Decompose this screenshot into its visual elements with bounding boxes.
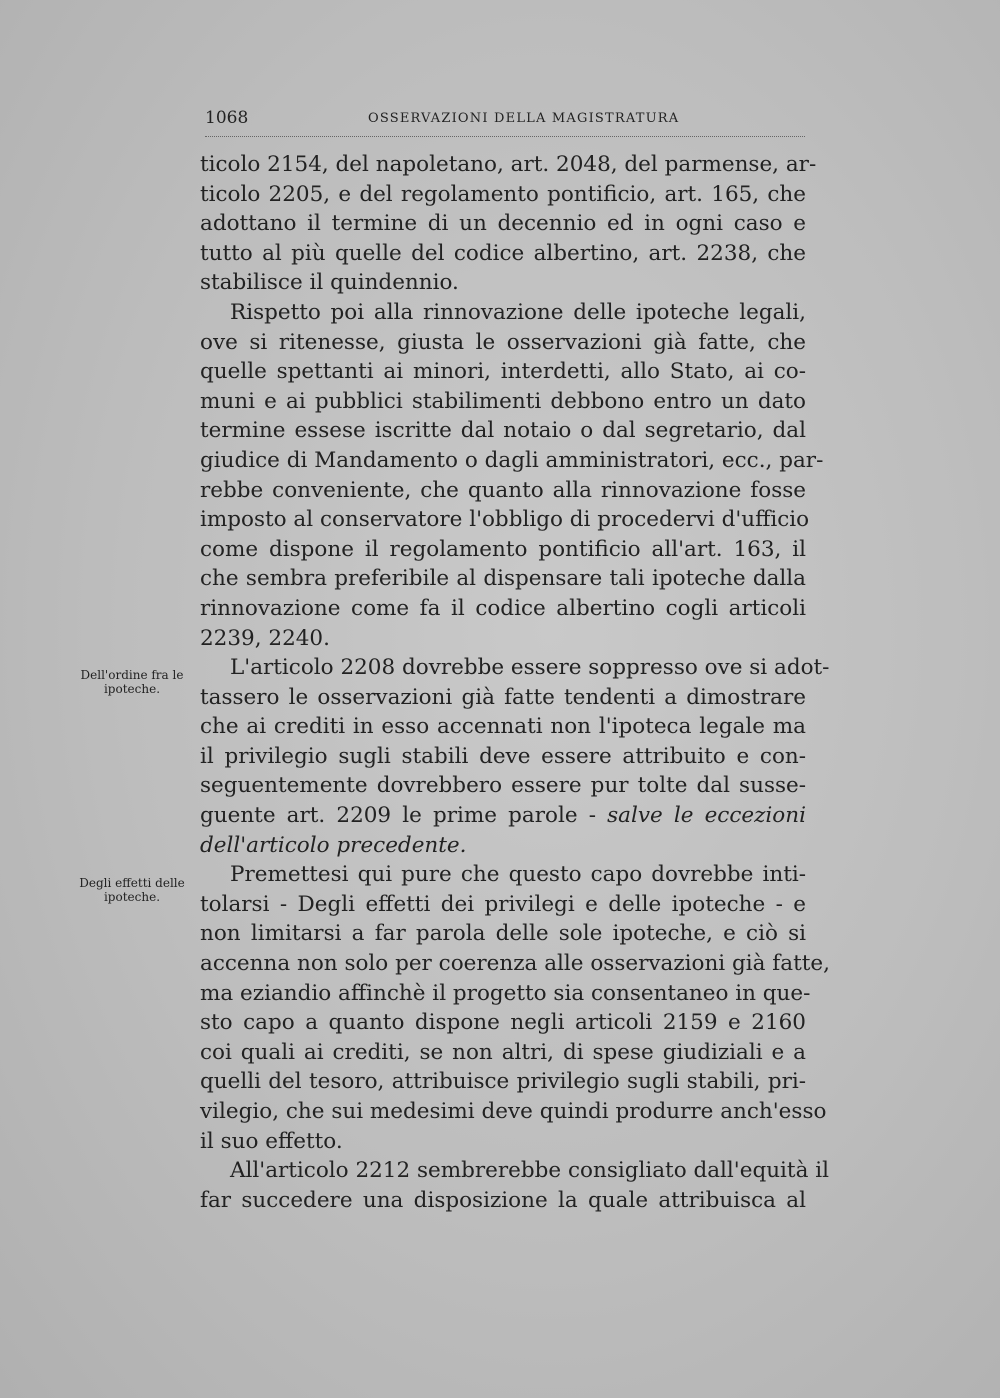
text-line: Premettesi qui pure che questo capo dovrebbe inti- [230,862,806,888]
text-line: 2239, 2240. [200,625,330,651]
text-line: coi quali ai crediti, se non altri, di spese giudiziali e a [200,1039,806,1065]
text-line: come dispone il regolamento pontificio all'art. 163, il [200,536,806,562]
text-line: stabilisce il quindennio. [200,270,459,296]
text-line: tolarsi - Degli effetti dei privilegi e delle ipoteche - e [200,891,806,917]
text-line: adottano il termine di un decennio ed in ogni caso e [200,211,806,237]
text-line: giudice di Mandamento o dagli amministratori, ecc., par- [200,447,824,473]
body-text [200,150,830,1215]
running-head: OSSERVAZIONI DELLA MAGISTRATURA [368,111,680,126]
text-line: quelli del tesoro, attribuisce privilegio sugli stabili, pri- [200,1069,806,1095]
text-line: non limitarsi a far parola delle sole ipoteche, e ciò si [200,921,806,947]
text-line: ove si ritenesse, giusta le osservazioni già fatte, che [200,329,806,355]
text-line: accenna non solo per coerenza alle osservazioni già fatte, [200,951,830,977]
page-header [205,108,805,138]
text-line: imposto al conservatore l'obbligo di procedervi d'ufficio [200,507,810,533]
text-line: vilegio, che sui medesimi deve quindi produrre anch'esso [200,1099,827,1124]
italic-text: salve le eccezioni [607,803,806,829]
text-line: far succedere una disposizione la quale attribuisca al [200,1187,806,1213]
text-line: il privilegio sugli stabili deve essere attribuito e con- [200,743,806,769]
text-line: tutto al più quelle del codice albertino, art. 2238, che [200,240,806,266]
text-line: Rispetto poi alla rinnovazione delle ipoteche legali, [230,299,806,325]
text-line: sto capo a quanto dispone negli articoli 2159 e 2160 [200,1010,806,1036]
text-line: rebbe conveniente, che quanto alla rinnovazione fosse [200,477,806,503]
text-line: ticolo 2205, e del regolamento pontificio, art. 165, che [200,181,806,207]
header-rule [205,136,805,137]
text-line: ma eziandio affinchè il progetto sia consentaneo in que- [200,980,811,1006]
text-line: All'articolo 2212 sembrerebbe consigliato dall'equità il [230,1158,829,1184]
text-line: L'articolo 2208 dovrebbe essere soppresso ove si adot- [230,655,830,681]
margin-note-effetti: Degli effetti delle ipoteche. [79,876,185,904]
text-line: termine essese iscritte dal notaio o dal segretario, dal [200,418,806,444]
text-line: che sembra preferibile al dispensare tali ipoteche dalla [200,566,806,592]
text-line: rinnovazione come fa il codice albertino cogli articoli [200,595,806,621]
margin-note-ordine: Dell'ordine fra le ipoteche. [80,668,184,696]
text-line: seguentemente dovrebbero essere pur tolte dal susse- [200,773,806,799]
text-line [200,831,806,861]
text-line: ticolo 2154, del napoletano, art. 2048, del parmense, ar- [200,152,817,177]
text-line: tassero le osservazioni già fatte tendenti a dimostrare [200,684,806,710]
text-line: che ai crediti in esso accennati non l'ipoteca legale ma [200,714,806,740]
italic-text: dell'articolo precedente. [200,832,467,858]
page-number: 1068 [205,108,249,128]
text-line: muni e ai pubblici stabilimenti debbono entro un dato [200,388,806,414]
text-line [200,801,806,831]
text-line: il suo effetto. [200,1128,343,1154]
text-segment: guente art. 2209 le prime parole - [200,803,596,829]
text-line: quelle spettanti ai minori, interdetti, allo Stato, ai co- [200,359,806,385]
